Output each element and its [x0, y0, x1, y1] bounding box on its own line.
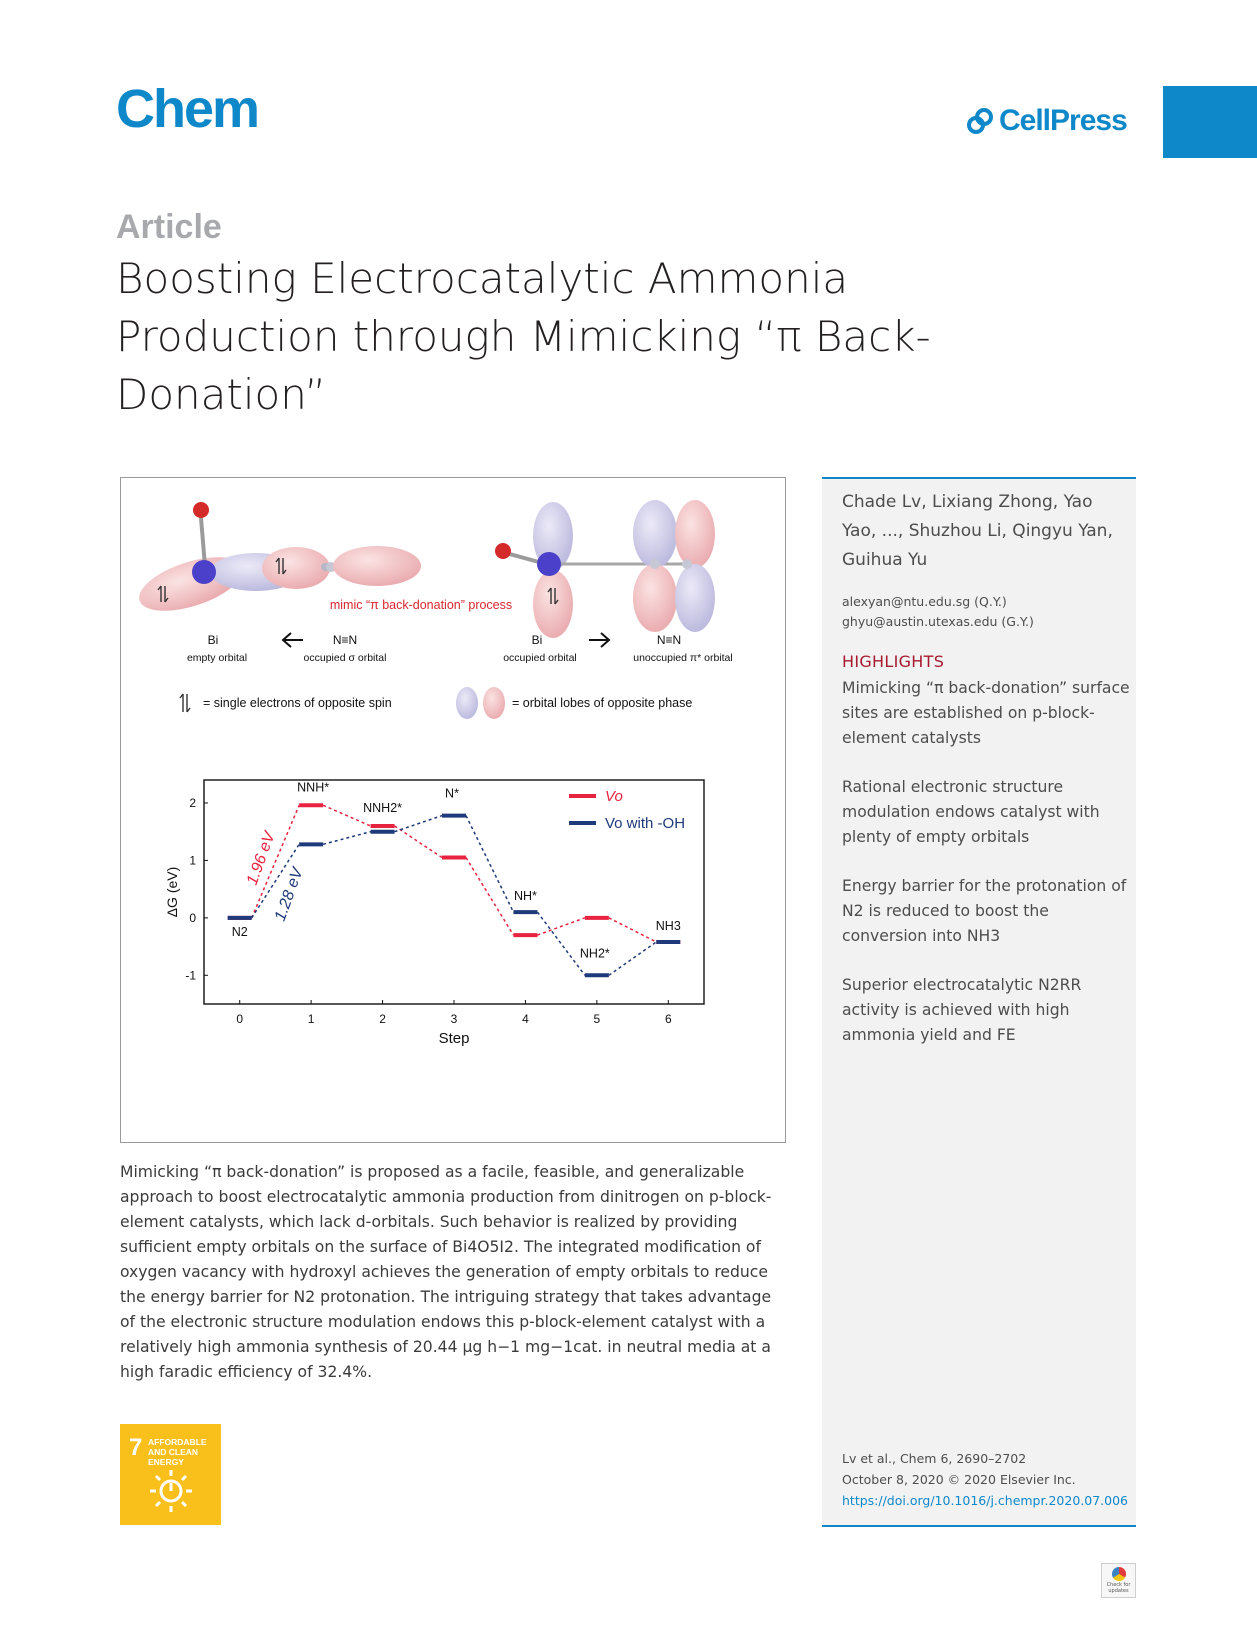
x-tick-label: 2 — [379, 1012, 386, 1026]
legend-label-vo: Vo — [605, 788, 623, 805]
series-connector — [537, 912, 584, 975]
publication-date: October 8, 2020 © 2020 Elsevier Inc. — [842, 1472, 1076, 1487]
x-tick-label: 5 — [593, 1012, 601, 1026]
intermediate-label: N* — [445, 786, 459, 801]
right-orbital-illustration — [495, 500, 715, 638]
y-tick-label: 0 — [189, 910, 196, 925]
article-type: Article — [116, 208, 222, 246]
series-connector — [395, 816, 442, 832]
intermediate-label: N2 — [231, 924, 248, 939]
email-link[interactable]: alexyan@ntu.edu.sg (Q.Y.) — [842, 594, 1007, 609]
barrier-label-blue: 1.28 eV — [271, 865, 307, 924]
orbital-lobe — [533, 570, 573, 638]
correspondence-emails — [842, 592, 1034, 632]
y-tick-label: 1 — [189, 853, 196, 868]
x-tick-label: 1 — [307, 1012, 315, 1026]
phase-legend-text: = orbital lobes of opposite phase — [512, 696, 693, 710]
arrow-right-icon — [589, 633, 609, 647]
graphical-abstract-svg — [121, 478, 785, 1142]
series-connector — [466, 816, 513, 912]
email-link[interactable]: ghyu@austin.utexas.edu (G.Y.) — [842, 614, 1034, 629]
legend-label-vo-oh: Vo with -OH — [605, 815, 686, 832]
intermediate-label: NNH2* — [363, 800, 403, 815]
header-color-tab — [1163, 86, 1257, 158]
citation-text: Lv et al., Chem 6, 2690–2702 — [842, 1451, 1027, 1466]
left-n2-sub: occupied σ orbital — [303, 652, 387, 664]
y-tick-label: -1 — [185, 968, 196, 983]
series-connector — [609, 918, 656, 942]
bi-atom — [537, 552, 561, 576]
orbital-lobe — [675, 500, 715, 568]
orbital-lobe — [333, 546, 421, 586]
series-connector — [395, 826, 442, 858]
intermediate-label: NH3 — [655, 918, 681, 933]
x-axis-label: Step — [438, 1030, 470, 1047]
series-connector — [537, 918, 584, 935]
intermediate-label: NH* — [513, 889, 537, 904]
publisher-name: CellPress — [999, 104, 1127, 137]
orbital-lobe — [675, 564, 715, 632]
highlight-item: Energy barrier for the protonation of N2 is reduced to boost the conversion into NH3 — [842, 877, 1127, 945]
crossmark-icon — [1112, 1567, 1126, 1581]
phase-legend-icon — [456, 687, 505, 719]
bi-atom — [192, 560, 216, 584]
oxygen-atom — [193, 502, 209, 518]
intermediate-label: NNH* — [297, 780, 330, 795]
arrow-left-icon — [283, 633, 303, 647]
left-bi-sub: empty orbital — [186, 652, 248, 664]
process-label: mimic “π back-donation” process — [329, 598, 513, 612]
barrier-label-red: 1.96 eV — [243, 829, 279, 888]
title-line: Boosting Electrocatalytic Ammonia — [116, 254, 849, 303]
x-tick-label: 4 — [522, 1012, 529, 1026]
journal-logo: Chem — [116, 79, 259, 139]
y-axis-label: ΔG (eV) — [164, 866, 180, 918]
highlight-item: Rational electronic structure modulation endows catalyst with plenty of empty orbitals — [842, 778, 1100, 846]
highlight-item: Superior electrocatalytic N2RR activity is achieved with high ammonia yield and FE — [842, 976, 1082, 1044]
sdg-number: 7 — [129, 1434, 143, 1461]
series-connector — [609, 942, 656, 975]
x-tick-label: 6 — [664, 1012, 672, 1026]
y-tick-label: 2 — [189, 795, 196, 810]
check-for-updates-badge[interactable] — [1101, 1563, 1136, 1598]
title-line: Production through Mimicking “π Back- — [116, 312, 931, 361]
author-list: Chade Lv, Lixiang Zhong, Yao Yao, ..., Shuzhou Li, Qingyu Yan, Guihua Yu — [842, 492, 1113, 570]
title-line: Donation” — [116, 370, 327, 419]
check-updates-label: Check for updates — [1106, 1582, 1131, 1594]
series-connector — [323, 832, 370, 845]
abstract-text: Mimicking “π back-donation” is proposed as a facile, feasible, and generalizable approach to boost electrocatalytic ammonia production from dinitrogen on p-block-element catalysts, which lack d-orbitals. Such behavior is realized by providing sufficient empty orbitals on the surface of Bi4O5I2. The integrated modification of oxygen vacancy with hydroxyl achieves the generation of empty orbitals to reduce the energy barrier for N2 protonation. The intriguing strategy that takes advantage of the electronic structure modulation endows this p-block-element catalyst with a relatively high ammonia synthesis of 20.44 μg h−1 mg−1cat. in neutral media at a high faradic efficiency of 32.4%. — [120, 1163, 772, 1381]
right-bi-label: Bi — [531, 633, 543, 647]
x-tick-label: 0 — [236, 1012, 244, 1026]
doi-link[interactable]: https://doi.org/10.1016/j.chempr.2020.07.006 — [842, 1493, 1128, 1508]
left-n2-label: N≡N — [332, 633, 358, 647]
x-tick-label: 3 — [450, 1012, 458, 1026]
right-n2-sub: unoccupied π* orbital — [633, 652, 733, 664]
left-bi-label: Bi — [207, 633, 219, 647]
plot-frame — [204, 780, 704, 1004]
energy-diagram — [164, 780, 704, 1047]
sdg-badge — [120, 1424, 221, 1525]
oxygen-atom — [495, 543, 511, 559]
graphical-abstract — [120, 477, 786, 1143]
highlights-heading: HIGHLIGHTS — [842, 652, 945, 671]
sdg-label: AFFORDABLE AND CLEAN ENERGY — [148, 1437, 207, 1467]
citation-block — [842, 1448, 1128, 1511]
orbital-lobe — [633, 500, 677, 568]
highlight-item: Mimicking “π back-donation” surface sites are established on p-block-element catalysts — [842, 679, 1130, 747]
orbital-lobe — [633, 564, 677, 632]
intermediate-label: NH2* — [579, 946, 610, 961]
article-title — [116, 250, 996, 424]
highlights-list — [842, 676, 1132, 1072]
orbital-lobe — [262, 547, 330, 589]
right-bi-sub: occupied orbital — [503, 652, 577, 664]
spin-legend-text: = single electrons of opposite spin — [203, 696, 392, 710]
abstract — [120, 1160, 785, 1385]
sun-power-icon — [148, 1468, 194, 1514]
cellpress-icon — [965, 106, 995, 136]
right-n2-label: N≡N — [656, 633, 682, 647]
spin-legend-icon — [180, 694, 190, 712]
publisher-logo — [965, 104, 1127, 138]
